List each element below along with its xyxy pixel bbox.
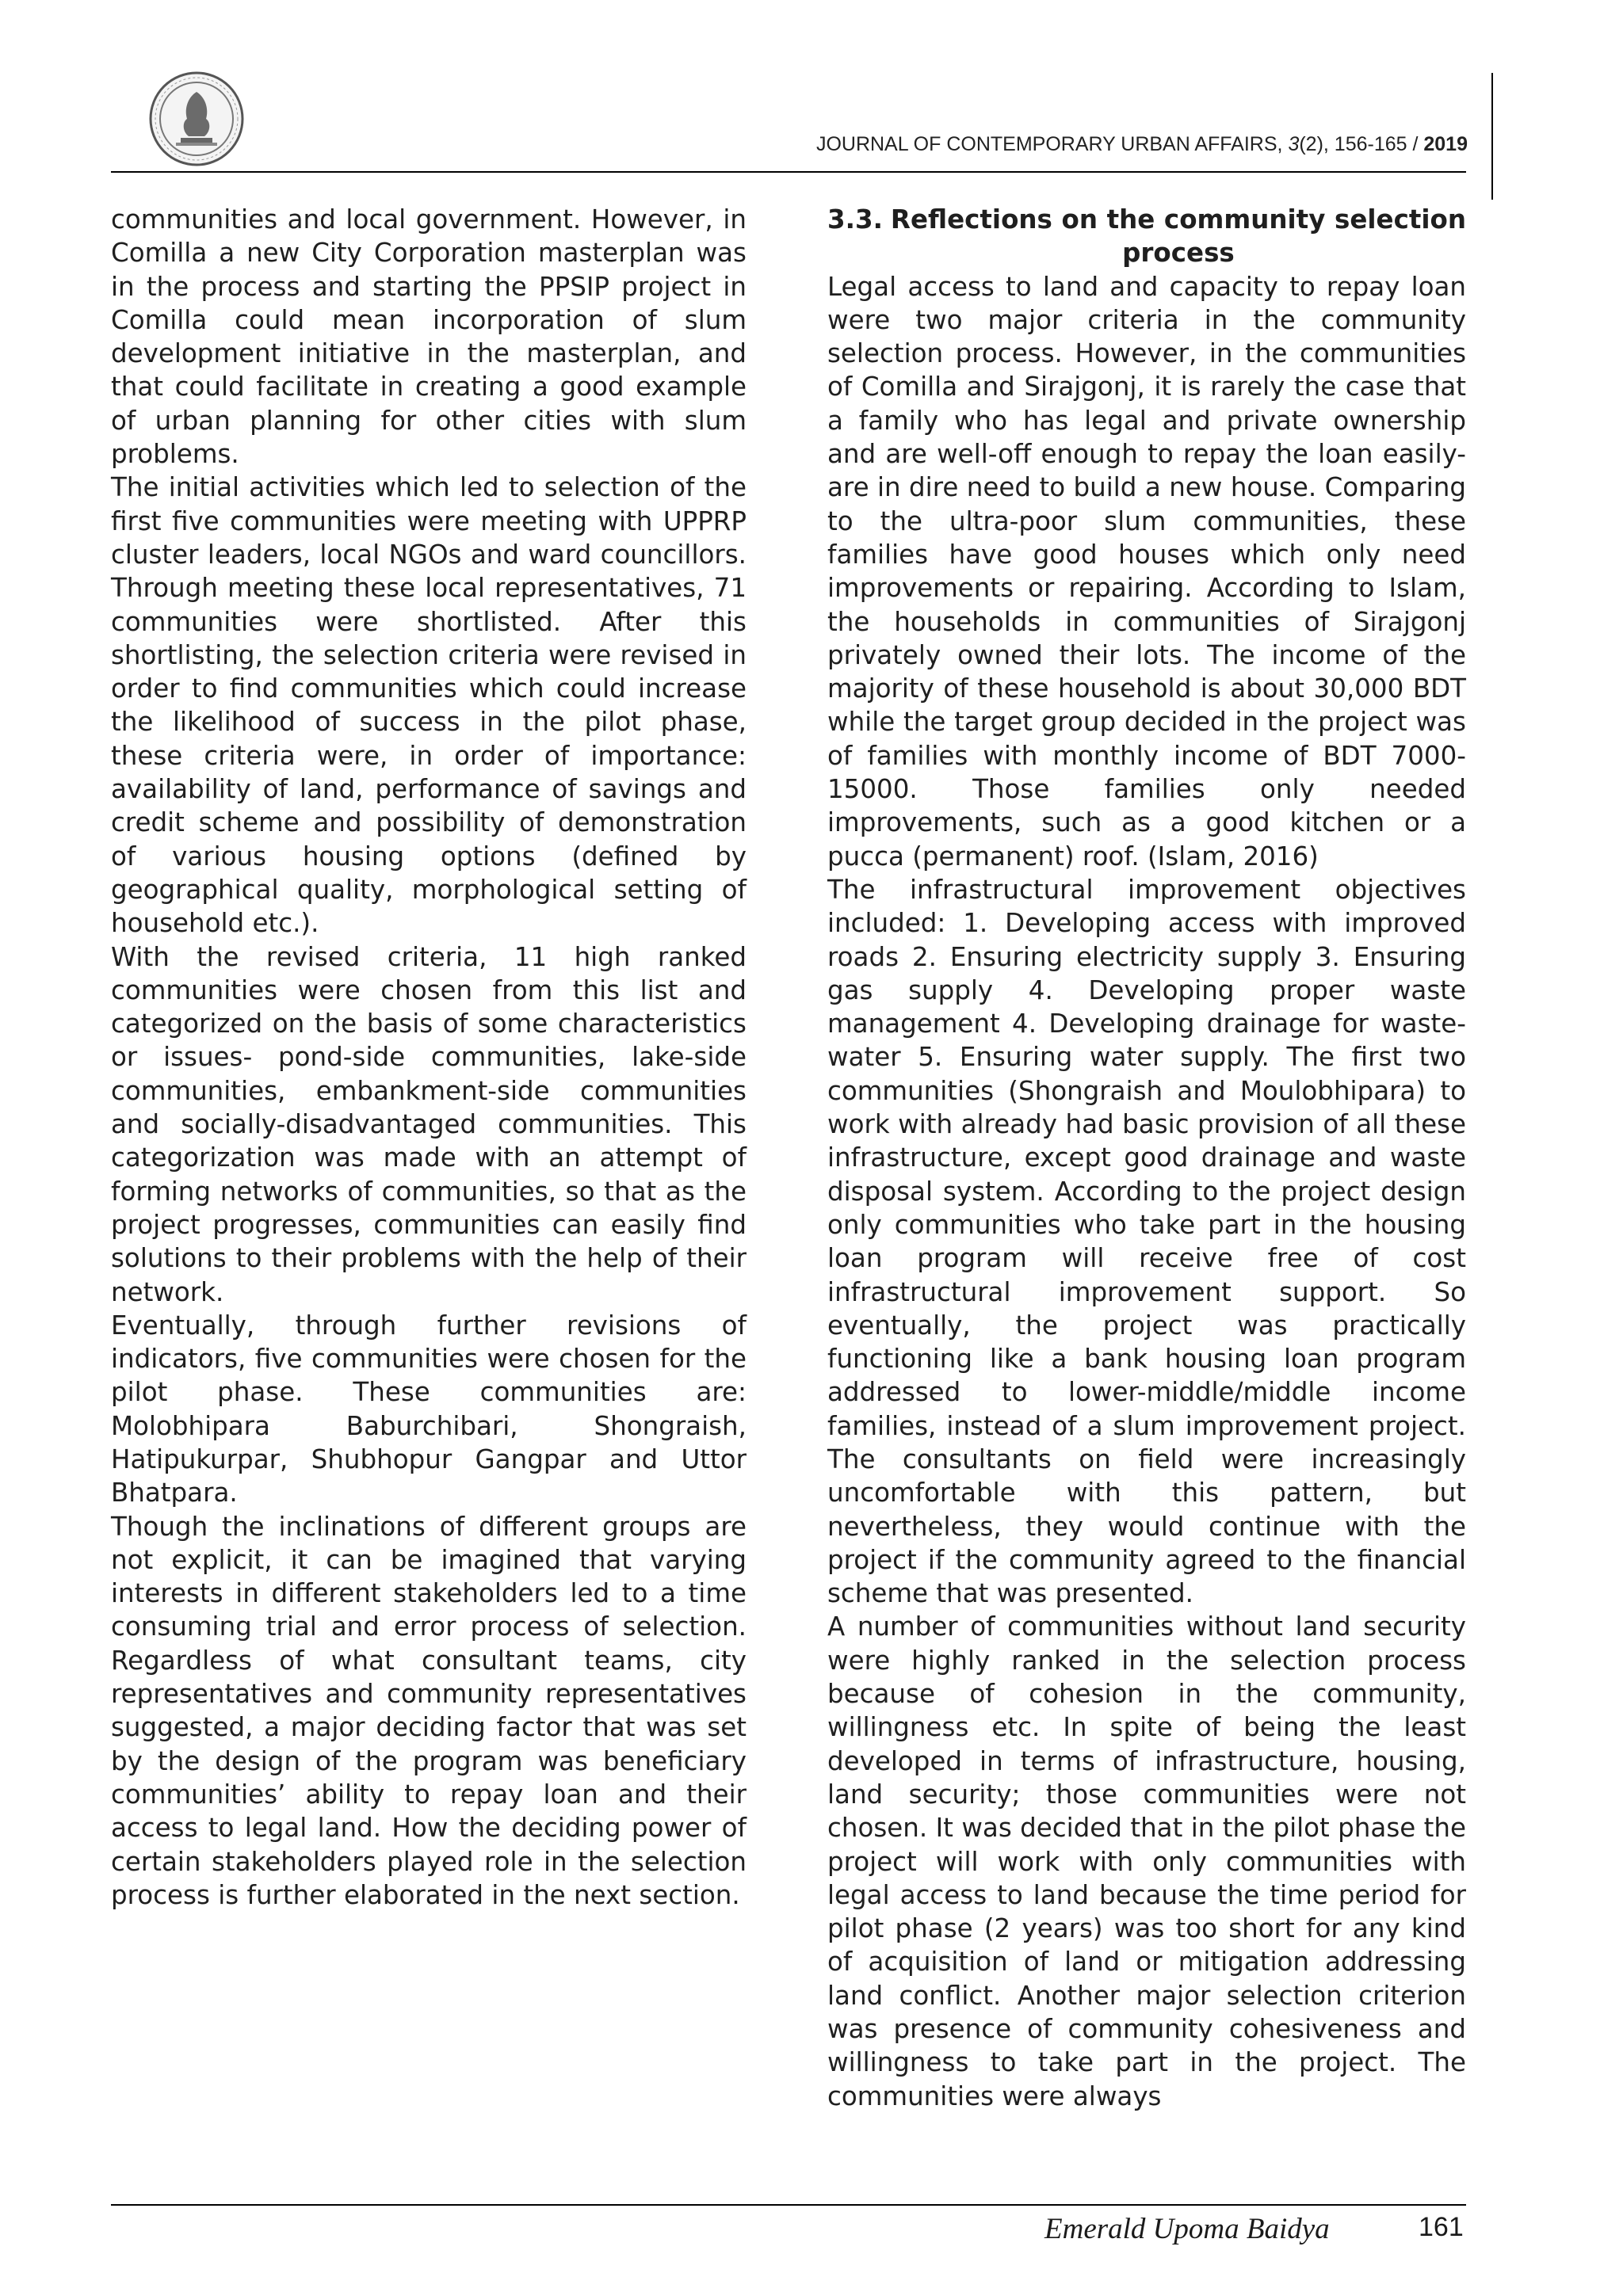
header-side-divider <box>1491 73 1493 200</box>
body-paragraph: Eventually, through further revisions of indicators, five communities were chosen for the pilot phase. These communities are: Molobhipara Baburchibari, Shongraish, Hatipukurpar, Shubhopur Gangpar and Uttor Bhatpara. <box>111 1310 747 1508</box>
journal-year: 2019 <box>1423 133 1468 155</box>
body-paragraph: Though the inclinations of different groups are not explicit, it can be imagined that varying interests in different stakeholders led to a time consuming trial and error process of selection. Regardless of what consultant teams, city representatives and community representatives suggested, a major deciding factor that was set by the design of the program was beneficiary communities’ ability to repay loan and their access to legal land. How the deciding power of certain stakeholders played role in the selection process is further elaborated in the next section. <box>111 1511 747 1910</box>
journal-volume: 3 <box>1288 133 1300 155</box>
header-divider <box>111 171 1466 173</box>
section-title: Reflections on the community selection process <box>890 204 1466 269</box>
page-number: 161 <box>1419 2212 1464 2242</box>
left-column <box>111 203 747 1912</box>
journal-seal-icon <box>147 70 246 168</box>
journal-issue-pages: (2), 156-165 / <box>1299 133 1424 155</box>
footer-author: Emerald Upoma Baidya <box>1044 2213 1330 2245</box>
body-paragraph: The infrastructural improvement objectives included: 1. Developing access with improved roads 2. Ensuring electricity supply 3. Ensuring gas supply 4. Developing proper waste management 4. Developing drainage for waste-water 5. Ensuring water supply. The first two communities (Shongraish and Moulobhipara) to work with already had basic provision of all these infrastructure, except good drainage and waste disposal system. According to the project design only communities who take part in the housing loan program will receive free of cost infrastructural improvement support. So eventually, the project was practically functioning like a bank housing loan program addressed to lower-middle/middle income families, instead of a slum improvement project. The consultants on field were increasingly uncomfortable with this pattern, but nevertheless, they would continue with the project if the community agreed to the financial scheme that was presented. <box>827 874 1466 1609</box>
body-paragraph: communities and local government. However, in Comilla a new City Corporation masterplan was in the process and starting the PPSIP project in Comilla could mean incorporation of slum development initiative in the masterplan, and that could facilitate in creating a good example of urban planning for other cities with slum problems. <box>111 204 747 470</box>
body-paragraph: With the revised criteria, 11 high ranked communities were chosen from this list and categorized on the basis of some characteristics or issues- pond-side communities, lake-side communities, embankment-side communities and socially-disadvantaged communities. This categorization was made with an attempt of forming networks of communities, so that as the project progresses, communities can easily find solutions to their problems with the help of their network. <box>111 941 747 1307</box>
journal-running-header <box>816 133 1468 156</box>
right-column <box>827 203 1466 2113</box>
body-paragraph: Legal access to land and capacity to repay loan were two major criteria in the community selection process. However, in the communities of Comilla and Sirajgonj, it is rarely the case that a family who has legal and private ownership and are well-off enough to repay the loan easily- are in dire need to build a new house. Comparing to the ultra-poor slum communities, these families have good houses which only need improvements or repairing. According to Islam, the households in communities of Sirajgonj privately owned their lots. The income of the majority of these household is about 30,000 BDT while the target group decided in the project was of families with monthly income of BDT 7000-15000. Those families only needed improvements, such as a good kitchen or a pucca (permanent) roof. (Islam, 2016) <box>827 271 1466 871</box>
section-number: 3.3. <box>827 204 883 235</box>
body-paragraph: The initial activities which led to selection of the first five communities were meeting with UPPRP cluster leaders, local NGOs and ward councillors. Through meeting these local representatives, 71 communities were shortlisted. After this shortlisting, the selection criteria were revised in order to find communities which could increase the likelihood of success in the pilot phase, these criteria were, in order of importance: availability of land, performance of savings and credit scheme and possibility of demonstration of various housing options (defined by geographical quality, morphological setting of household etc.). <box>111 472 747 939</box>
body-paragraph: A number of communities without land security were highly ranked in the selection process because of cohesion in the community, willingness etc. In spite of being the least developed in terms of infrastructure, housing, land security; those communities were not chosen. It was decided that in the pilot phase the project will work with only communities with legal access to land because the time period for pilot phase (2 years) was too short for any kind of acquisition of land or mitigation addressing land conflict. Another major selection criterion was presence of community cohesiveness and willingness to take part in the project. The communities were always <box>827 1611 1466 2111</box>
section-heading <box>827 203 1466 270</box>
footer-divider <box>111 2204 1466 2206</box>
journal-name: JOURNAL OF CONTEMPORARY URBAN AFFAIRS, <box>815 133 1289 155</box>
